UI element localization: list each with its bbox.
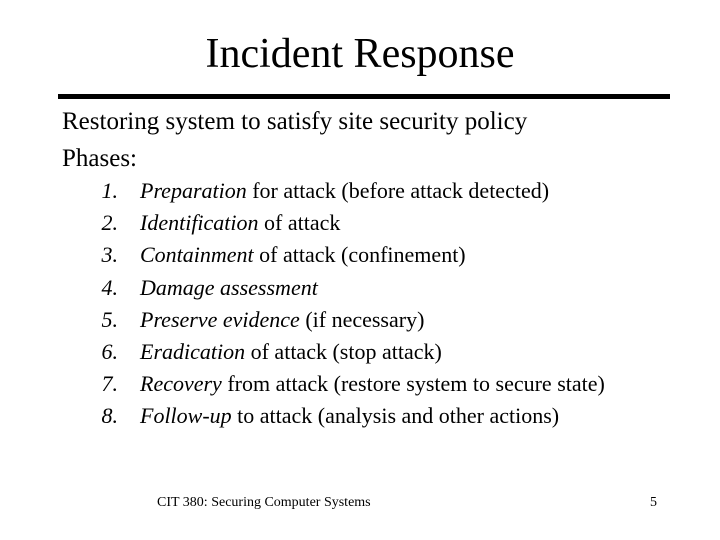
phase-number: 2. [101,210,118,236]
phase-text [140,368,605,400]
phase-term: Damage assessment [140,274,318,300]
slide-title: Incident Response [205,31,515,77]
phase-term: Follow-up [140,403,232,429]
phase-term: Recovery [140,371,222,397]
phase-text [140,239,466,271]
phase-item [0,175,720,207]
phase-description: to attack (analysis and other actions) [231,403,560,429]
phase-text [140,207,340,239]
phase-term: Preserve evidence [140,306,300,332]
phase-text [140,400,559,432]
phase-item [0,368,720,400]
phase-item [0,336,720,368]
phase-number: 8. [101,403,118,429]
phase-term: Preparation [140,178,247,203]
phase-term: Eradication [140,338,246,364]
phase-item [0,207,720,239]
title-underline [58,94,670,99]
phase-description: of attack (confinement) [253,242,466,268]
phase-description: from attack (restore system to secure state) [221,371,605,397]
slide-footer: CIT 380: Securing Computer Systems [157,495,371,510]
body-line-restoring: Restoring system to satisfy site security policy [62,108,528,135]
phase-text [140,272,318,304]
phase-list [0,175,720,433]
phase-number: 1. [101,178,118,203]
phase-number: 5. [101,306,118,332]
phase-text [140,336,442,368]
phase-text [140,304,424,336]
phase-description: of attack [258,210,341,236]
body-line-phases: Phases: [62,145,137,172]
phase-description: for attack (before attack detected) [246,178,550,203]
phase-item [0,400,720,432]
phase-item [0,304,720,336]
phase-number: 6. [101,338,118,364]
phase-number: 4. [101,274,118,300]
phase-number: 3. [101,242,118,268]
phase-term: Identification [140,210,259,236]
phase-description: of attack (stop attack) [245,338,442,364]
phase-description: (if necessary) [299,306,425,332]
phase-text [140,175,549,207]
phase-number: 7. [101,371,118,397]
page-number: 5 [650,495,657,510]
phase-item [0,272,720,304]
phase-term: Containment [140,242,254,268]
phase-item [0,239,720,271]
